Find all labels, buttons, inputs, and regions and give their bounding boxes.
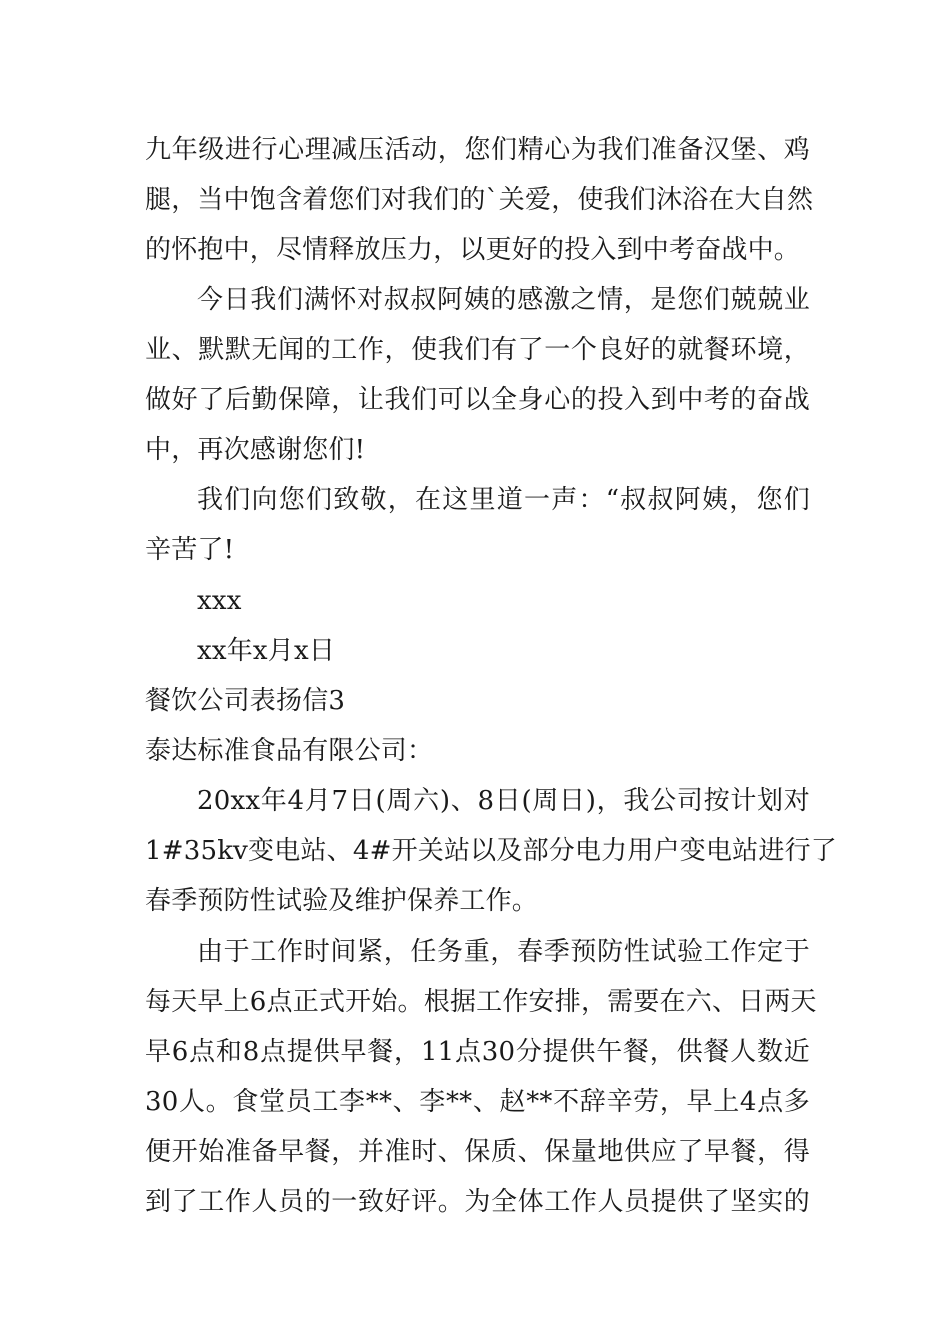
text-line: 30人。食堂员工李**、李**、赵**不辞辛劳，早上4点多 xyxy=(145,1087,810,1117)
text-line: 辛苦了! xyxy=(145,535,235,565)
paragraph-start: 20xx年4月7日(周六)、8日(周日)，我公司按计划对 xyxy=(197,786,810,816)
signature-name: xxx xyxy=(197,586,242,616)
text-line: 的怀抱中，尽情释放压力，以更好的投入到中考奋战中。 xyxy=(145,235,801,265)
text-line: 业、默默无闻的工作，使我们有了一个良好的就餐环境， xyxy=(145,335,810,365)
paragraph-start: 由于工作时间紧，任务重，春季预防性试验工作定于 xyxy=(197,937,810,967)
section-title: 餐饮公司表扬信3 xyxy=(145,686,346,716)
text-line: 中，再次感谢您们! xyxy=(145,435,366,465)
text-line: 九年级进行心理减压活动，您们精心为我们准备汉堡、鸡 xyxy=(145,135,810,165)
recipient-line: 泰达标准食品有限公司： xyxy=(145,736,434,766)
text-line: 做好了后勤保障，让我们可以全身心的投入到中考的奋战 xyxy=(145,385,810,415)
text-line: 1#35kv变电站、4#开关站以及部分电力用户变电站进行了 xyxy=(145,836,837,866)
text-line: 便开始准备早餐，并准时、保质、保量地供应了早餐，得 xyxy=(145,1137,810,1167)
text-line: 腿，当中饱含着您们对我们的`关爱，使我们沐浴在大自然 xyxy=(145,185,814,215)
text-line: 每天早上6点正式开始。根据工作安排，需要在六、日两天 xyxy=(145,987,817,1017)
text-line: 到了工作人员的一致好评。为全体工作人员提供了坚实的 xyxy=(145,1187,810,1217)
paragraph-start: 我们向您们致敬，在这里道一声：“叔叔阿姨，您们 xyxy=(197,485,810,515)
signature-date: xx年x月x日 xyxy=(197,636,336,666)
text-line: 早6点和8点提供早餐，11点30分提供午餐，供餐人数近 xyxy=(145,1037,810,1067)
paragraph-start: 今日我们满怀对叔叔阿姨的感激之情，是您们兢兢业 xyxy=(197,285,810,315)
text-line: 春季预防性试验及维护保养工作。 xyxy=(145,886,539,916)
